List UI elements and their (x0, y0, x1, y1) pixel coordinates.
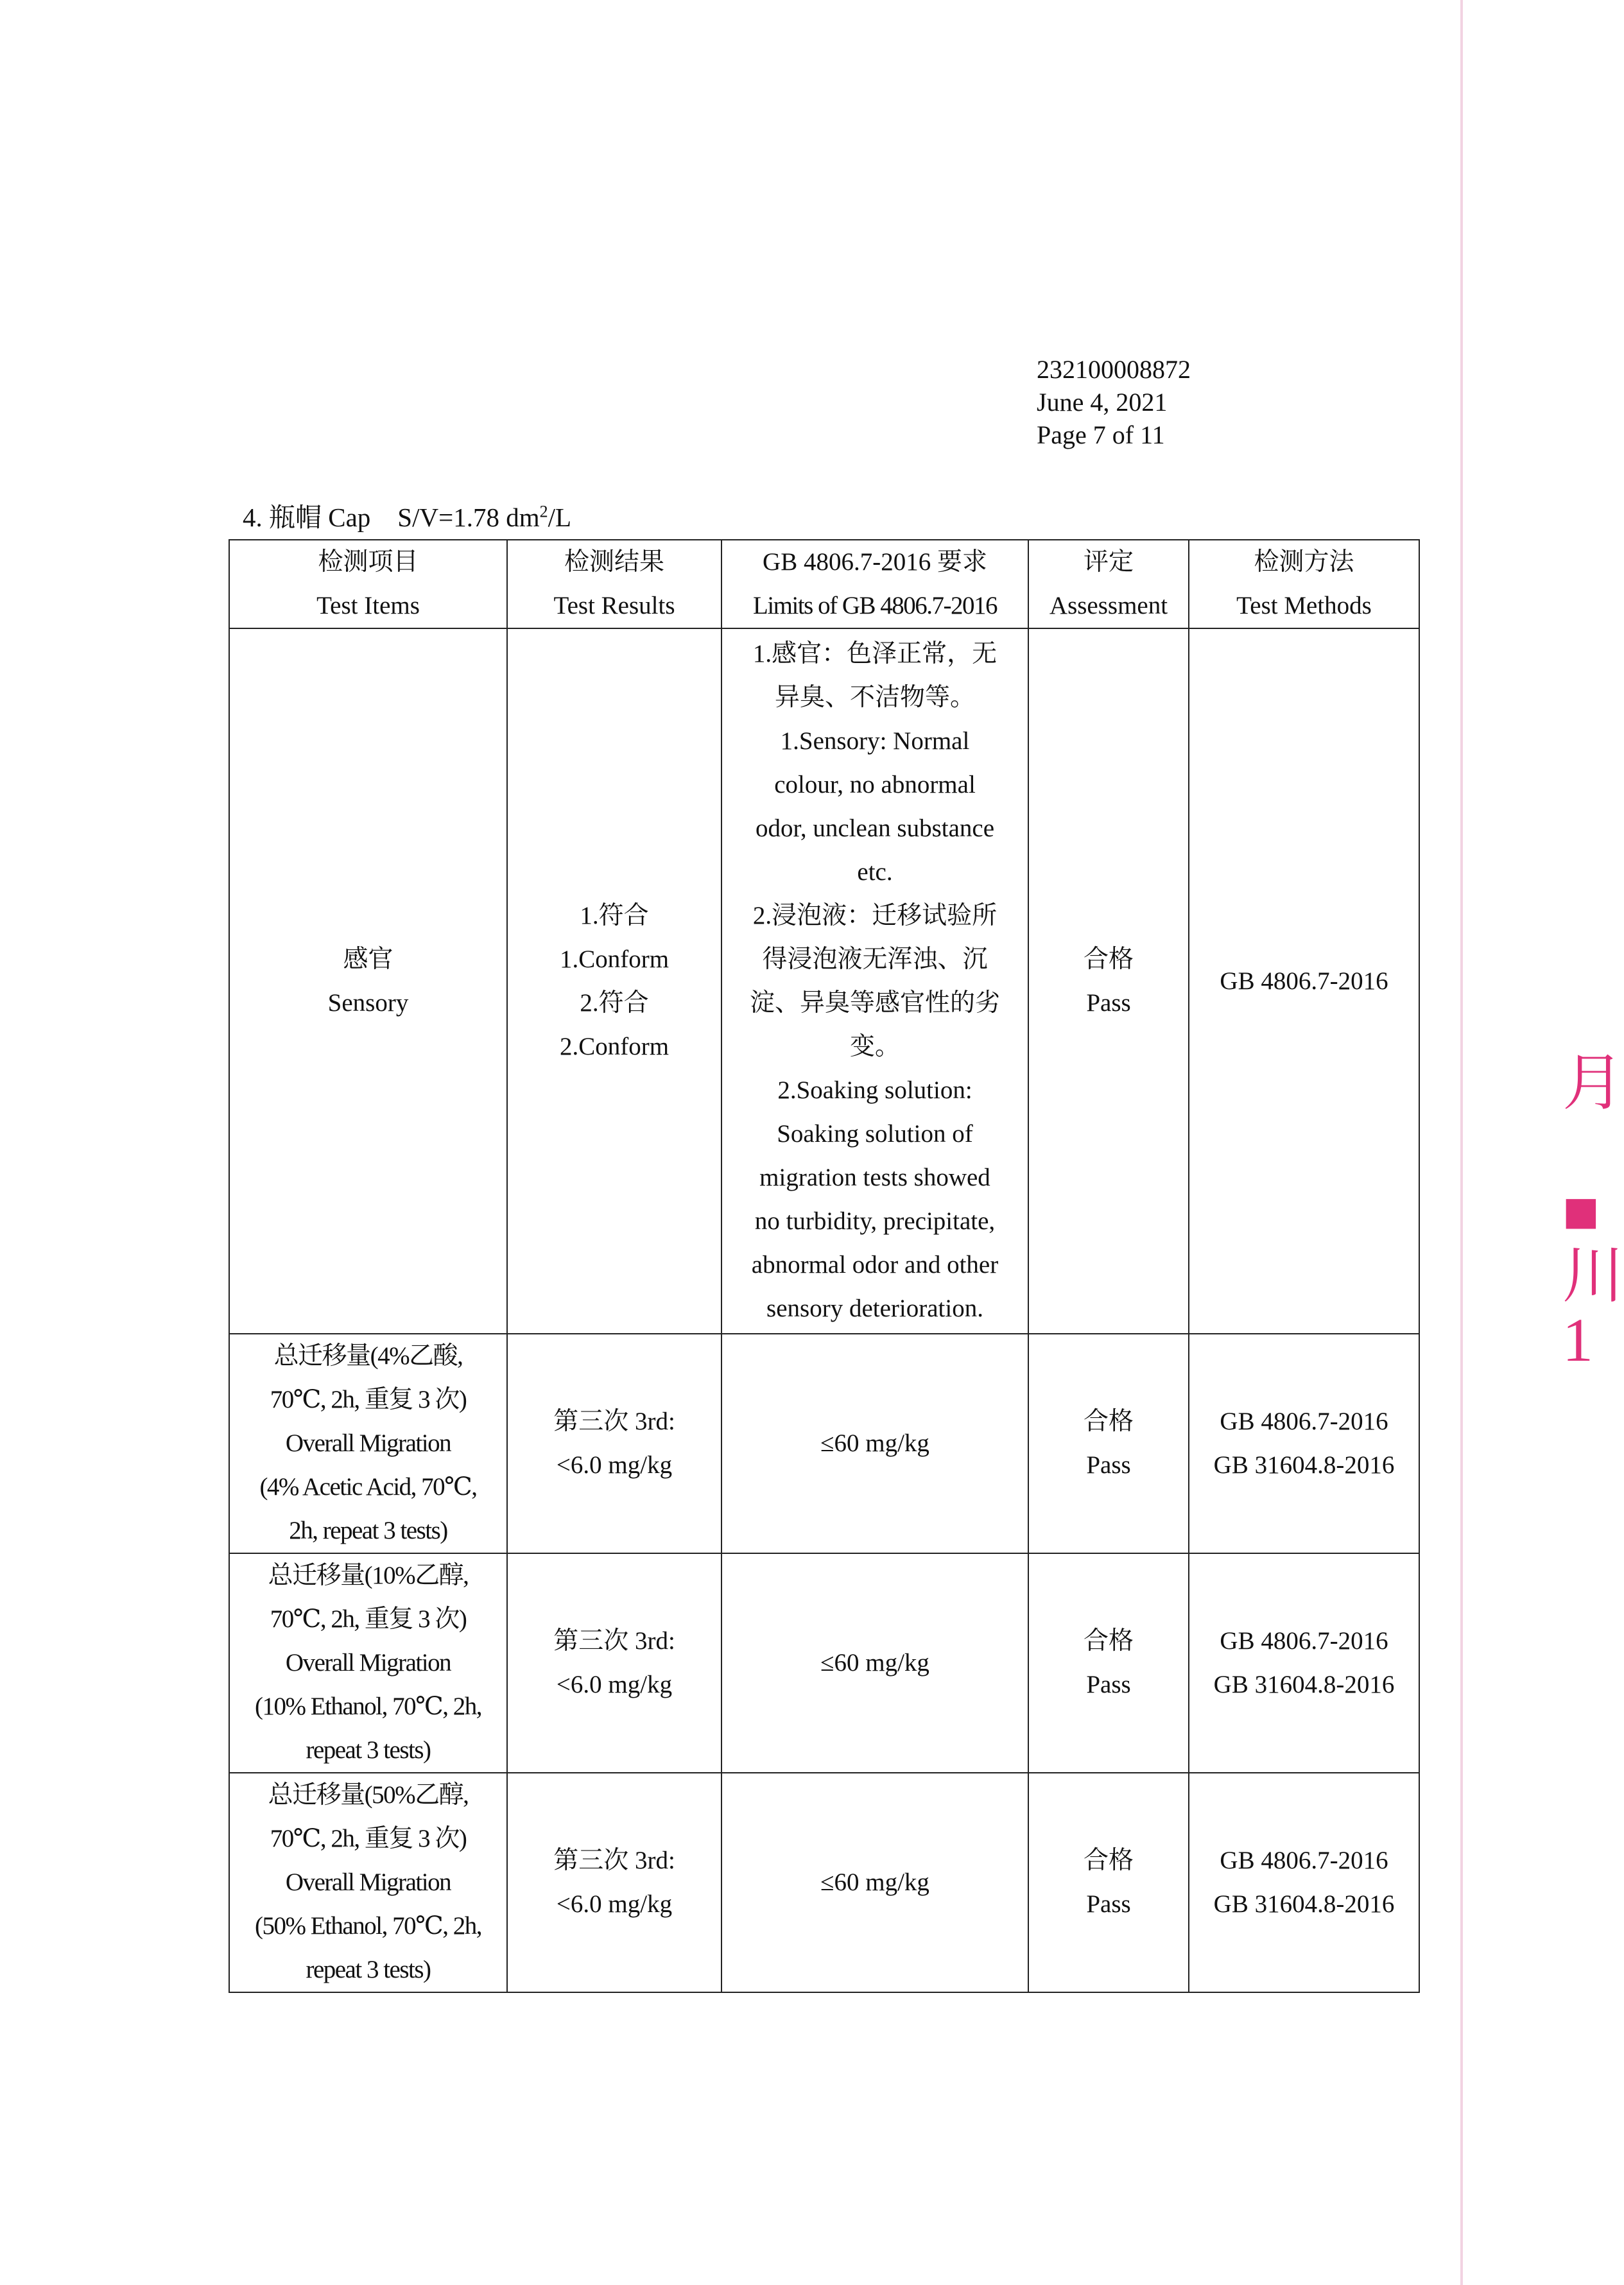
header-test-methods: 检测方法 Test Methods (1189, 540, 1419, 628)
cell-line: (10% Ethanol, 70℃, 2h, (255, 1693, 481, 1720)
test-result-cell (507, 628, 721, 1334)
assessment-cell (1028, 1553, 1189, 1773)
cell-line: 2.浸泡液：迁移试验所 (752, 901, 998, 929)
test-item-cell (229, 1553, 507, 1773)
cell-line: 总迁移量(10%乙醇, (268, 1562, 469, 1589)
cell-line: 1.符合 (580, 901, 649, 929)
cell-line: 合格 (1083, 945, 1134, 973)
cell-line: 总迁移量(4%乙酸, (273, 1342, 463, 1370)
cell-line: no turbidity, precipitate, (754, 1207, 996, 1235)
section-title-text: 4. 瓶帽 Cap (243, 503, 371, 532)
cell-line: Pass (1086, 1890, 1131, 1918)
cell-line: 感官 (343, 945, 393, 973)
cell-line: 2.符合 (580, 988, 649, 1017)
report-number: 232100008872 (1037, 355, 1191, 384)
cell-line: migration tests showed (759, 1163, 990, 1191)
cell-line: 70℃, 2h, 重复 3 次) (270, 1605, 467, 1633)
cell-line: GB 4806.7-2016 (1220, 1847, 1388, 1874)
cell-line: Pass (1086, 1451, 1131, 1479)
cell-line: odor, unclean substance (755, 814, 995, 842)
test-result-cell (507, 1334, 721, 1553)
cell-line: (4% Acetic Acid, 70℃, (259, 1473, 477, 1501)
cell-line: <6.0 mg/kg (556, 1890, 673, 1918)
test-method-cell (1189, 1553, 1419, 1773)
cell-line: ≤60 mg/kg (820, 1429, 929, 1457)
cell-line: Sensory (327, 988, 409, 1017)
test-method-cell (1189, 1334, 1419, 1553)
stamp-glyph: 月 (1562, 1049, 1624, 1117)
cell-line: 合格 (1083, 1408, 1134, 1435)
table-header-row (229, 540, 1419, 628)
test-item-cell (229, 628, 507, 1334)
cell-line: 异臭、不洁物等。 (774, 683, 975, 711)
cell-line: GB 4806.7-2016 (1220, 1627, 1388, 1655)
header-test-items: 检测项目 Test Items (229, 540, 507, 628)
test-item-cell (229, 1773, 507, 1992)
assessment-cell (1028, 628, 1189, 1334)
cell-line: 1.感官：色泽正常，无 (752, 639, 998, 668)
test-results-table (229, 539, 1420, 1993)
cell-line: 合格 (1083, 1627, 1134, 1655)
cell-line: 得浸泡液无浑浊、沉 (762, 945, 988, 973)
sv-ratio (397, 503, 571, 532)
cell-line: Overall Migration (285, 1649, 451, 1677)
cell-line: 70℃, 2h, 重复 3 次) (270, 1386, 467, 1413)
assessment-cell (1028, 1334, 1189, 1553)
cell-line: 第三次 3rd: (553, 1627, 675, 1655)
cell-line: <6.0 mg/kg (556, 1451, 673, 1479)
sv-exponent: 2 (539, 502, 548, 521)
sv-suffix: /L (548, 503, 572, 532)
page-edge-line (1460, 0, 1463, 2285)
header-assessment: 评定 Assessment (1028, 540, 1189, 628)
cell-line: 合格 (1083, 1847, 1134, 1874)
cell-line: repeat 3 tests) (306, 1956, 431, 1983)
cell-line: 1.Sensory: Normal (780, 727, 970, 755)
red-seal-stamp (1559, 1049, 1624, 1386)
assessment-cell (1028, 1773, 1189, 1992)
cell-line: colour, no abnormal (774, 770, 976, 798)
header-test-results: 检测结果 Test Results (507, 540, 721, 628)
report-date: June 4, 2021 (1037, 388, 1168, 417)
limit-cell (721, 1553, 1028, 1773)
cell-line: etc. (857, 858, 893, 886)
cell-line: ≤60 mg/kg (820, 1868, 929, 1896)
stamp-glyph: ■ (1562, 1177, 1600, 1246)
test-method-cell (1189, 1773, 1419, 1992)
cell-line: 70℃, 2h, 重复 3 次) (270, 1825, 467, 1852)
cell-line: GB 31604.8-2016 (1213, 1890, 1395, 1918)
report-header (1037, 353, 1191, 451)
cell-line: 第三次 3rd: (553, 1847, 675, 1874)
cell-line: Soaking solution of (777, 1119, 973, 1148)
cell-line: (50% Ethanol, 70℃, 2h, (255, 1912, 481, 1940)
table-row (229, 628, 1419, 1334)
cell-line: GB 31604.8-2016 (1213, 1451, 1395, 1479)
cell-line: 2h, repeat 3 tests) (289, 1517, 447, 1544)
cell-line: Pass (1086, 988, 1131, 1017)
cell-line: 2.Soaking solution: (777, 1076, 972, 1104)
table-row (229, 1553, 1419, 1773)
stamp-glyph: 川 (1562, 1241, 1624, 1310)
cell-line: GB 4806.7-2016 (1220, 967, 1388, 995)
limit-cell (721, 1773, 1028, 1992)
cell-line: 2.Conform (559, 1032, 669, 1060)
cell-line: Overall Migration (285, 1429, 451, 1457)
cell-line: ≤60 mg/kg (820, 1649, 929, 1677)
cell-line: sensory deterioration. (766, 1294, 983, 1322)
cell-line: 1.Conform (559, 945, 669, 973)
cell-line: Overall Migration (285, 1868, 451, 1896)
page-number: Page 7 of 11 (1037, 420, 1165, 449)
cell-line: <6.0 mg/kg (556, 1671, 673, 1698)
test-result-cell (507, 1553, 721, 1773)
header-limits: GB 4806.7-2016 要求 Limits of GB 4806.7-2016 (721, 540, 1028, 628)
cell-line: GB 31604.8-2016 (1213, 1671, 1395, 1698)
cell-line: 总迁移量(50%乙醇, (268, 1781, 469, 1809)
cell-line: GB 4806.7-2016 (1220, 1408, 1388, 1435)
cell-line: repeat 3 tests) (306, 1736, 431, 1764)
test-method-cell (1189, 628, 1419, 1334)
stamp-glyph: 1 (1562, 1306, 1593, 1374)
cell-line: Pass (1086, 1671, 1131, 1698)
limit-cell (721, 1334, 1028, 1553)
cell-line: 变。 (849, 1032, 900, 1060)
cell-line: 淀、异臭等感官性的劣 (749, 988, 1000, 1017)
cell-line: 第三次 3rd: (553, 1408, 675, 1435)
section-title (243, 496, 571, 534)
sv-prefix: S/V=1.78 dm (397, 503, 540, 532)
test-result-cell (507, 1773, 721, 1992)
table-row (229, 1334, 1419, 1553)
table-row (229, 1773, 1419, 1992)
cell-line: abnormal odor and other (751, 1250, 999, 1279)
test-item-cell (229, 1334, 507, 1553)
limit-cell (721, 628, 1028, 1334)
